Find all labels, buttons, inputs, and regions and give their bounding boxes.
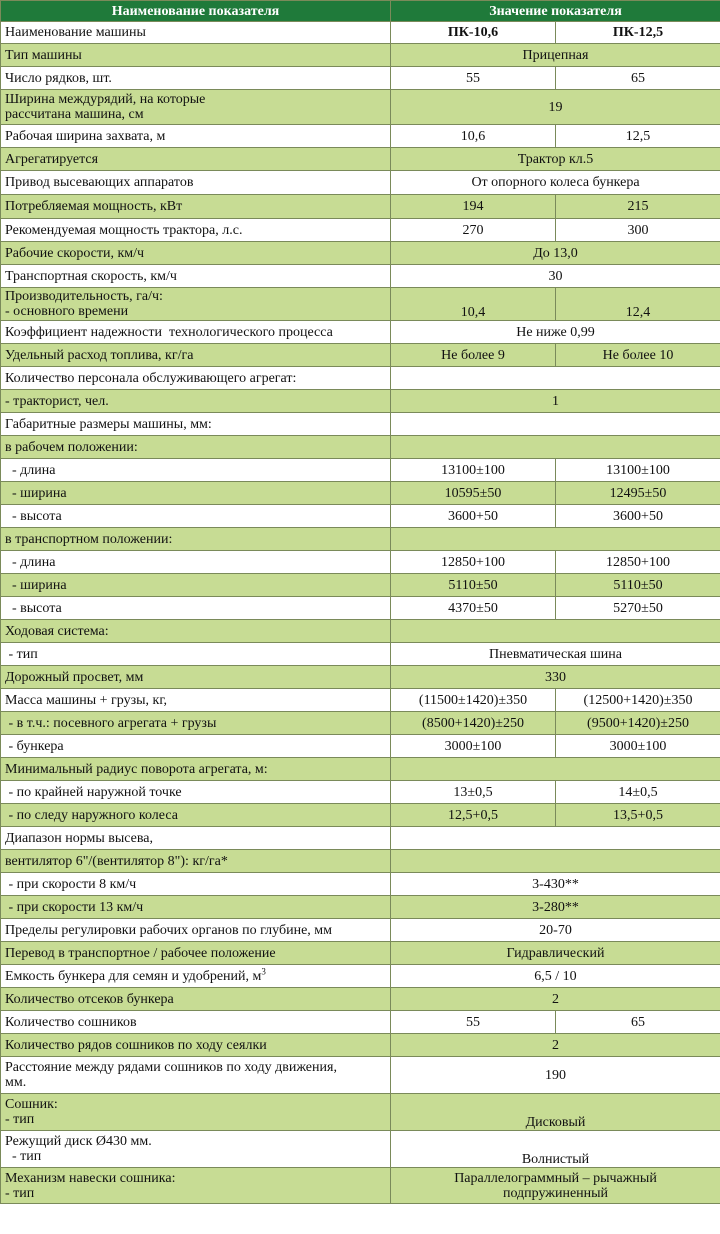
value-pk-12-5: (12500+1420)±350: [556, 689, 720, 712]
table-row: [1, 919, 720, 942]
value-shared: 2: [391, 1034, 720, 1057]
value-shared: От опорного колеса бункера: [391, 171, 720, 195]
value-pk-10-6: 4370±50: [391, 597, 556, 620]
row-label: в транспортном положении:: [1, 528, 391, 551]
table-row: [1, 265, 720, 288]
value-shared: 3-430**: [391, 873, 720, 896]
table-row: [1, 1057, 720, 1094]
row-label: Диапазон нормы высева,: [1, 827, 391, 850]
value-shared: [391, 827, 720, 850]
value-pk-12-5: 5110±50: [556, 574, 720, 597]
table-row: [1, 1034, 720, 1057]
table-row: [1, 597, 720, 620]
table-row: [1, 22, 720, 44]
row-label: Рекомендуемая мощность трактора, л.с.: [1, 219, 391, 242]
value-pk-12-5: ПК-12,5: [556, 22, 720, 44]
table-row: [1, 942, 720, 965]
row-label: - длина: [1, 459, 391, 482]
table-body: [1, 22, 720, 1204]
row-label: Механизм навески сошника: - тип: [1, 1168, 391, 1204]
row-label: Количество персонала обслуживающего агрегат:: [1, 367, 391, 390]
table-row: [1, 242, 720, 265]
row-label: Количество сошников: [1, 1011, 391, 1034]
row-label-superscript: 3: [261, 965, 266, 976]
row-label: Тип машины: [1, 44, 391, 67]
table-row: [1, 505, 720, 528]
value-shared: [391, 436, 720, 459]
table-row: [1, 850, 720, 873]
value-pk-10-6: 10595±50: [391, 482, 556, 505]
row-label: - тракторист, чел.: [1, 390, 391, 413]
value-pk-10-6: 5110±50: [391, 574, 556, 597]
table-row: [1, 666, 720, 689]
row-label: Агрегатируется: [1, 148, 391, 171]
value-pk-10-6: Не более 9: [391, 344, 556, 367]
value-shared: До 13,0: [391, 242, 720, 265]
value-shared: Волнистый: [391, 1131, 720, 1168]
table-row: [1, 413, 720, 436]
table-row: [1, 344, 720, 367]
value-shared: Прицепная: [391, 44, 720, 67]
row-label: - по следу наружного колеса: [1, 804, 391, 827]
table-row: [1, 758, 720, 781]
table-row: [1, 712, 720, 735]
value-pk-12-5: 12495±50: [556, 482, 720, 505]
row-label: - длина: [1, 551, 391, 574]
row-label: Привод высевающих аппаратов: [1, 171, 391, 195]
row-label: - ширина: [1, 482, 391, 505]
value-pk-12-5: 12850+100: [556, 551, 720, 574]
table-row: [1, 90, 720, 125]
value-pk-12-5: 12,5: [556, 125, 720, 148]
value-shared: 1: [391, 390, 720, 413]
row-label: Рабочая ширина захвата, м: [1, 125, 391, 148]
row-label: - в т.ч.: посевного агрегата + грузы: [1, 712, 391, 735]
value-shared: [391, 850, 720, 873]
header-value-column: Значение показателя: [391, 1, 720, 22]
value-pk-12-5: 3000±100: [556, 735, 720, 758]
table-row: [1, 574, 720, 597]
row-label: Наименование машины: [1, 22, 391, 44]
value-shared: 3-280**: [391, 896, 720, 919]
table-row: [1, 873, 720, 896]
value-pk-12-5: 3600+50: [556, 505, 720, 528]
value-shared: Трактор кл.5: [391, 148, 720, 171]
value-pk-12-5: 12,4: [556, 288, 720, 321]
table-header-row: [1, 1, 720, 22]
table-row: [1, 1131, 720, 1168]
row-label: Транспортная скорость, км/ч: [1, 265, 391, 288]
value-shared: 30: [391, 265, 720, 288]
row-label: - ширина: [1, 574, 391, 597]
row-label: Режущий диск Ø430 мм. - тип: [1, 1131, 391, 1168]
value-pk-10-6: 3600+50: [391, 505, 556, 528]
value-pk-12-5: 65: [556, 1011, 720, 1034]
table-row: [1, 988, 720, 1011]
row-label: Количество рядов сошников по ходу сеялки: [1, 1034, 391, 1057]
value-shared: 20-70: [391, 919, 720, 942]
table-row: [1, 125, 720, 148]
table-row: [1, 459, 720, 482]
header-name-column: Наименование показателя: [1, 1, 391, 22]
value-shared: 190: [391, 1057, 720, 1094]
value-shared: [391, 413, 720, 436]
value-pk-10-6: (11500±1420)±350: [391, 689, 556, 712]
value-shared: Параллелограммный – рычажный подпружиненный: [391, 1168, 720, 1204]
row-label: Производительность, га/ч: - основного времени: [1, 288, 391, 321]
table-row: [1, 67, 720, 90]
row-label: Расстояние между рядами сошников по ходу движения, мм.: [1, 1057, 391, 1094]
value-shared: 19: [391, 90, 720, 125]
row-label: Коэффициент надежности технологического процесса: [1, 321, 391, 344]
table-row: [1, 390, 720, 413]
table-row: [1, 896, 720, 919]
table-row: [1, 148, 720, 171]
value-pk-12-5: 65: [556, 67, 720, 90]
value-shared: Пневматическая шина: [391, 643, 720, 666]
value-pk-10-6: 55: [391, 1011, 556, 1034]
value-pk-12-5: 300: [556, 219, 720, 242]
table-row: [1, 804, 720, 827]
row-label: Удельный расход топлива, кг/га: [1, 344, 391, 367]
table-row: [1, 321, 720, 344]
table-row: [1, 781, 720, 804]
value-pk-12-5: (9500+1420)±250: [556, 712, 720, 735]
value-shared: [391, 758, 720, 781]
value-pk-10-6: 13100±100: [391, 459, 556, 482]
row-label: Число рядков, шт.: [1, 67, 391, 90]
value-pk-10-6: ПК-10,6: [391, 22, 556, 44]
table-row: [1, 551, 720, 574]
row-label: - при скорости 13 км/ч: [1, 896, 391, 919]
value-pk-12-5: 13100±100: [556, 459, 720, 482]
row-label: Потребляемая мощность, кВт: [1, 195, 391, 219]
row-label: - по крайней наружной точке: [1, 781, 391, 804]
table-row: [1, 827, 720, 850]
row-label: Рабочие скорости, км/ч: [1, 242, 391, 265]
row-label: Перевод в транспортное / рабочее положение: [1, 942, 391, 965]
row-label: - высота: [1, 597, 391, 620]
table-row: [1, 735, 720, 758]
row-label: Емкость бункера для семян и удобрений, $м^3$: [1, 965, 391, 988]
row-label: - при скорости 8 км/ч: [1, 873, 391, 896]
value-pk-10-6: 10,4: [391, 288, 556, 321]
table-row: [1, 528, 720, 551]
row-label: Пределы регулировки рабочих органов по глубине, мм: [1, 919, 391, 942]
table-row: [1, 195, 720, 219]
value-pk-10-6: 10,6: [391, 125, 556, 148]
row-label: вентилятор 6"/(вентилятор 8"): кг/га*: [1, 850, 391, 873]
row-label: Минимальный радиус поворота агрегата, м:: [1, 758, 391, 781]
row-label: - высота: [1, 505, 391, 528]
value-shared: [391, 620, 720, 643]
table-row: [1, 643, 720, 666]
value-shared: [391, 367, 720, 390]
row-label: Сошник: - тип: [1, 1094, 391, 1131]
table-row: [1, 219, 720, 242]
row-label: - тип: [1, 643, 391, 666]
value-shared: 330: [391, 666, 720, 689]
value-shared: 6,5 / 10: [391, 965, 720, 988]
value-pk-12-5: Не более 10: [556, 344, 720, 367]
value-shared: Дисковый: [391, 1094, 720, 1131]
value-shared: [391, 528, 720, 551]
table-row: [1, 482, 720, 505]
row-label: Количество отсеков бункера: [1, 988, 391, 1011]
row-label: Габаритные размеры машины, мм:: [1, 413, 391, 436]
table-row: [1, 171, 720, 195]
row-label: Ширина междурядий, на которые рассчитана машина, см: [1, 90, 391, 125]
table-row: [1, 436, 720, 459]
row-label: Дорожный просвет, мм: [1, 666, 391, 689]
value-shared: Гидравлический: [391, 942, 720, 965]
row-label: - бункера: [1, 735, 391, 758]
value-pk-10-6: 55: [391, 67, 556, 90]
value-pk-12-5: 14±0,5: [556, 781, 720, 804]
table-row: [1, 1094, 720, 1131]
value-pk-10-6: (8500+1420)±250: [391, 712, 556, 735]
value-pk-10-6: 270: [391, 219, 556, 242]
value-pk-10-6: 194: [391, 195, 556, 219]
table-row: [1, 1011, 720, 1034]
table-row: [1, 1168, 720, 1204]
table-row: [1, 288, 720, 321]
table-row: [1, 367, 720, 390]
table-row: [1, 965, 720, 988]
value-shared: Не ниже 0,99: [391, 321, 720, 344]
row-label: Ходовая система:: [1, 620, 391, 643]
row-label: в рабочем положении:: [1, 436, 391, 459]
value-pk-12-5: 5270±50: [556, 597, 720, 620]
value-pk-12-5: 13,5+0,5: [556, 804, 720, 827]
value-pk-12-5: 215: [556, 195, 720, 219]
value-shared: 2: [391, 988, 720, 1011]
row-label: Масса машины + грузы, кг,: [1, 689, 391, 712]
table-row: [1, 689, 720, 712]
value-pk-10-6: 3000±100: [391, 735, 556, 758]
value-pk-10-6: 12850+100: [391, 551, 556, 574]
value-pk-10-6: 12,5+0,5: [391, 804, 556, 827]
value-pk-10-6: 13±0,5: [391, 781, 556, 804]
table-row: [1, 620, 720, 643]
table-row: [1, 44, 720, 67]
